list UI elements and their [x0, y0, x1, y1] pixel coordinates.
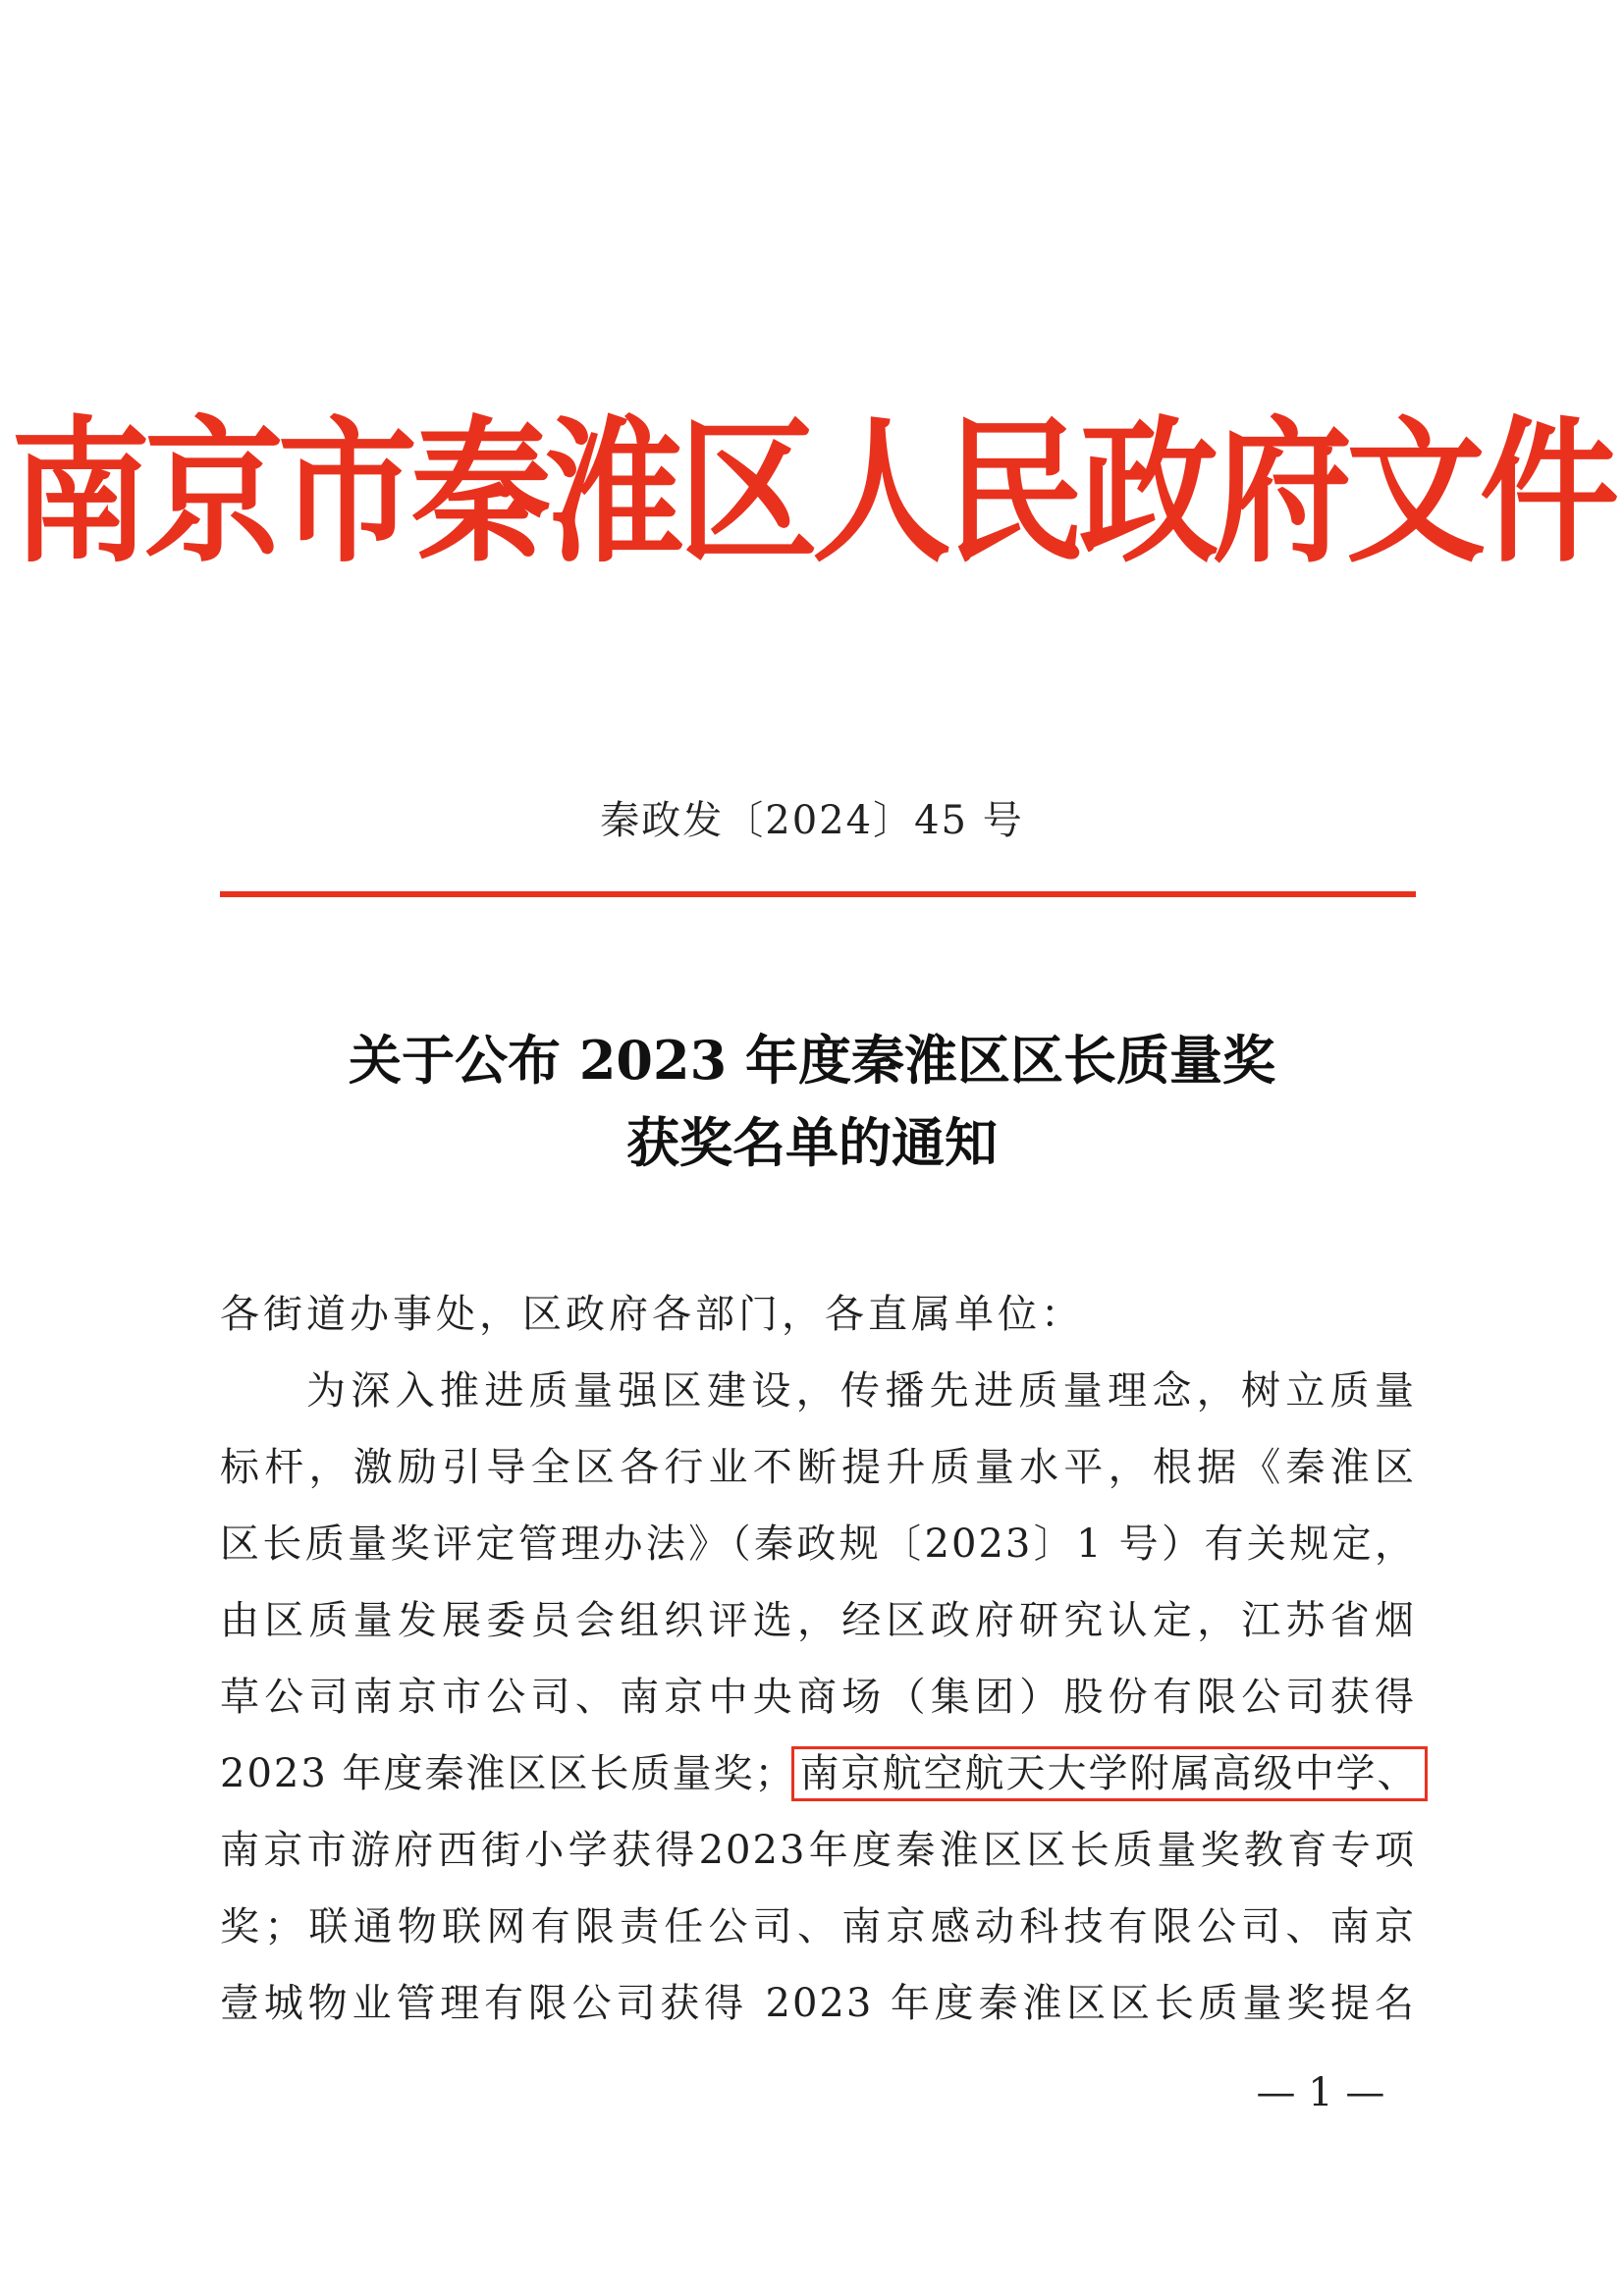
issuer-header: 南京市秦淮区人民政府文件	[11, 402, 1613, 585]
header-divider	[220, 891, 1416, 897]
body-line-7: 南京市游府西街小学获得2023年度秦淮区区长质量奖教育专项	[220, 1828, 1416, 1873]
notice-body	[220, 1276, 1419, 2042]
notice-title-line-2: 获奖名单的通知	[626, 1111, 998, 1174]
body-line-1: 为深入推进质量强区建设，传播先进质量理念，树立质量	[306, 1368, 1416, 1414]
body-line-8: 奖；联通物联网有限责任公司、南京感动科技有限公司、南京	[220, 1904, 1416, 1949]
notice-title-line-1: 关于公布 2023 年度秦淮区区长质量奖	[349, 1029, 1275, 1092]
highlighted-school-name: 南京航空航天大学附属高级中学、	[796, 1751, 1423, 1796]
body-line-6	[220, 1735, 1419, 1812]
body-line-3: 区长质量奖评定管理办法》（秦政规〔2023〕1 号）有关规定，	[220, 1522, 1416, 1567]
body-line-5: 草公司南京市公司、南京中央商场（集团）股份有限公司获得	[220, 1675, 1416, 1720]
notice-title	[0, 1019, 1624, 1184]
body-line-9: 壹城物业管理有限公司获得 2023 年度秦淮区区长质量奖提名	[220, 1981, 1416, 2026]
page-number: — 1 —	[1256, 2070, 1385, 2115]
body-line-2: 标杆，激励引导全区各行业不断提升质量水平，根据《秦淮区	[220, 1445, 1416, 1490]
document-number: 秦政发〔2024〕45 号	[600, 798, 1024, 843]
body-line-6-text: 2023 年度秦淮区区长质量奖；	[220, 1751, 796, 1796]
salutation: 各街道办事处，区政府各部门，各直属单位：	[220, 1292, 1084, 1337]
body-line-4: 由区质量发展委员会组织评选，经区政府研究认定，江苏省烟	[220, 1598, 1416, 1643]
